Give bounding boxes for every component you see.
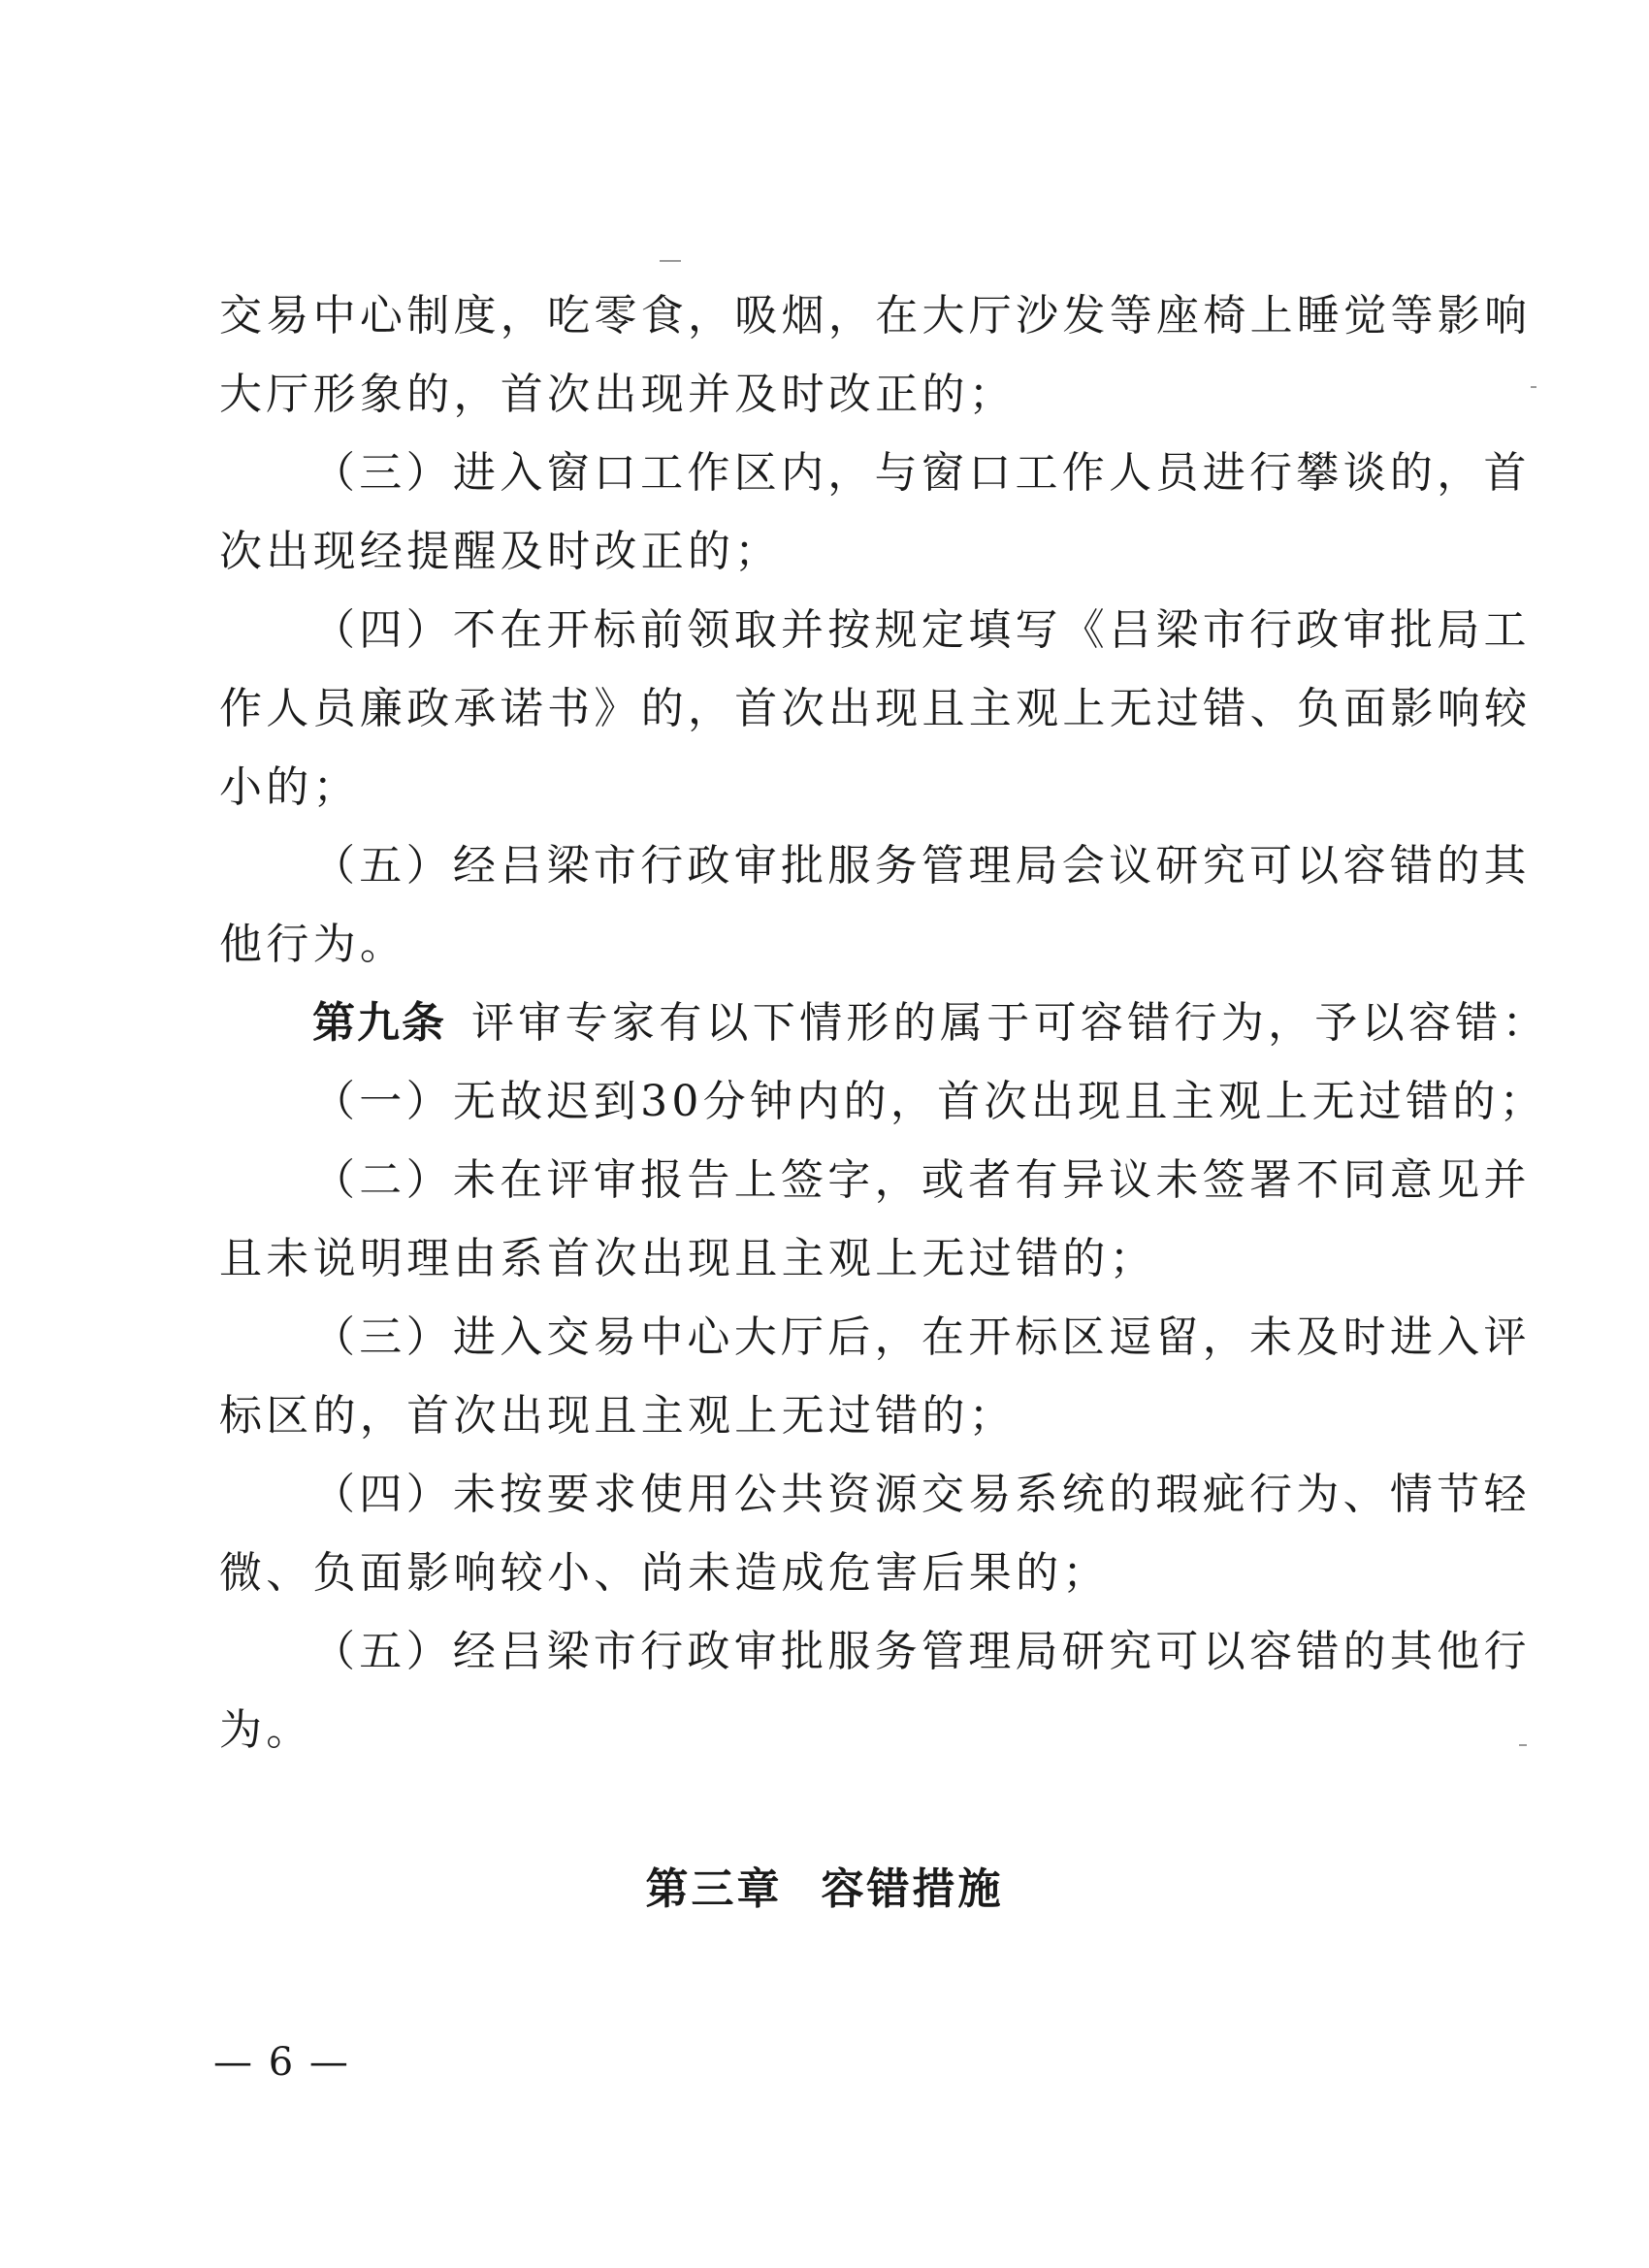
text-line: 微、负面影响较小、尚未造成危害后果的； (219, 1548, 1110, 1598)
text-line: （一）无故迟到30分钟内的，首次出现且主观上无过错的； (312, 1077, 1547, 1126)
text-line: （四）未按要求使用公共资源交易系统的瑕疵行为、情节轻 (312, 1470, 1531, 1519)
text-line: 交易中心制度，吃零食，吸烟，在大厅沙发等座椅上睡觉等影响 (219, 291, 1532, 340)
text-line: 小的； (219, 762, 360, 812)
text-line: （四）不在开标前领取并按规定填写《吕梁市行政审批局工 (312, 605, 1531, 655)
body-text (219, 276, 1549, 1769)
chapter-number: 第三章 (645, 1864, 783, 1914)
text-line: 且未说明理由系首次出现且主观上无过错的； (219, 1234, 1156, 1283)
text-line: （五）经吕梁市行政审批服务管理局研究可以容错的其他行 (312, 1627, 1531, 1676)
text-line: 他行为。 (219, 920, 407, 969)
scan-mark (1531, 386, 1536, 388)
text-line: （二）未在评审报告上签字，或者有异议未签署不同意见并 (312, 1155, 1531, 1205)
text-line: 次出现经提醒及时改正的； (219, 527, 782, 576)
text-line: 标区的，首次出现且主观上无过错的； (219, 1391, 1017, 1441)
text-line: （五）经吕梁市行政审批服务管理局会议研究可以容错的其 (312, 841, 1531, 891)
text-line: （三）进入窗口工作区内，与窗口工作人员进行攀谈的，首 (312, 448, 1531, 498)
text-line: （三）进入交易中心大厅后，在开标区逗留，未及时进入评 (312, 1312, 1531, 1362)
chapter-title: 容错措施 (821, 1864, 1004, 1914)
page-number: — 6 — (213, 2040, 350, 2085)
scan-mark (1519, 1744, 1527, 1746)
scan-mark (660, 260, 681, 262)
text-line: 为。 (219, 1705, 313, 1755)
article-number: 第九条 (312, 998, 446, 1048)
text-line: 作人员廉政承诺书》的，首次出现且主观上无过错、负面影响较 (219, 684, 1532, 733)
chapter-heading (0, 1861, 1649, 1919)
text-line: 大厅形象的，首次出现并及时改正的； (219, 370, 1017, 419)
article-heading-line: 第九条 评审专家有以下情形的属于可容错行为，予以容错： (312, 998, 1549, 1048)
